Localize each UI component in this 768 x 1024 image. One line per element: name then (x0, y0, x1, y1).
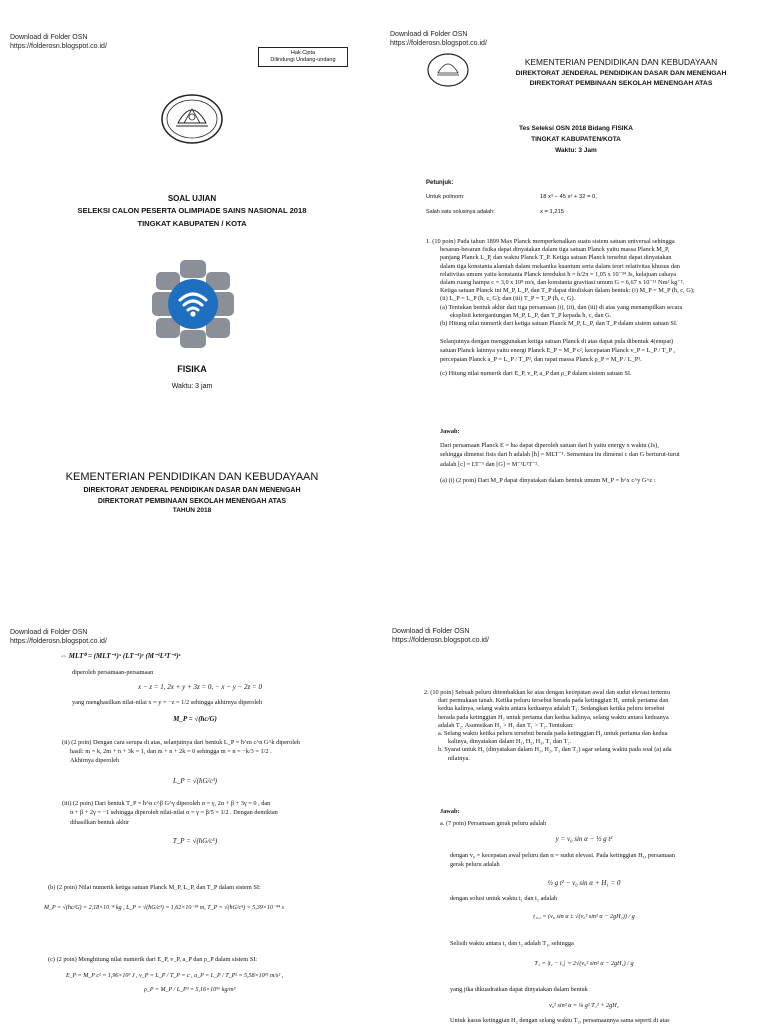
download-url[interactable]: https://folderosn.blogspot.co.id/ (10, 638, 107, 645)
q1-line: panjang Planck L_P, dan waktu Planck T_P. Ketiga satuan Planck tersebut dapat dinyatakan (440, 254, 672, 262)
jawab-line: sehingga dimensi fisis dari ħ adalah [ħ] = MLT⁻¹. Sementara itu dimensi c dan G berturut-turut (440, 451, 680, 459)
equation-v0: v₀² sin² α = ⅛ g² T₁² + 2gH₁ (549, 1002, 619, 1009)
download-header (390, 30, 487, 48)
copyright-box (258, 47, 348, 67)
part-ii (62, 738, 362, 766)
page-questions-2 (384, 512, 768, 1024)
part-c-equation-1: E_P = M_P c² = 1,96×10⁹ J , v_P = L_P / T_P = c , a_P = L_P / T_P² = 5,58×10⁵¹ m/s² , (66, 973, 284, 979)
q1b-line: percepatan Planck a_P = L_P / T_P², dan rapat massa Planck ρ_P = M_P / L_P³. (440, 356, 642, 364)
question-1 (426, 238, 756, 328)
dirjen-title: DIREKTORAT JENDERAL PENDIDIKAN DASAR DAN MENENGAH (83, 487, 301, 494)
page-questions-1 (384, 0, 768, 512)
q2-line: dari permukaan tanah. Ketika peluru tersebut berada pada ketinggian H₁ untuk pertama dan (438, 697, 669, 705)
part-b-equation: M_P = √(ħc/G) = 2,18×10⁻⁸ kg , L_P = √(ħG/c³) = 1,62×10⁻³⁵ m, T_P = √(ħG/c⁵) = 5,39×10⁻⁴⁴ s (44, 905, 284, 911)
tut-wuri-emblem (160, 93, 224, 145)
q1b-line: (c) Hitung nilai numerik dari E_P, v_P, a_P dan ρ_P dalam sistem satuan SI. (440, 369, 632, 377)
text-dengan (450, 851, 756, 870)
part-a-text: a. (7 poin) Persamaan gerak peluru adalah (440, 820, 547, 827)
equation-mp: M_P = √(ħc/G) (173, 715, 217, 723)
tingkat-title: TINGKAT KABUPATEN/KOTA (531, 136, 621, 143)
part-c-text: (c) (2 poin) Menghitung nilai numerik dari E_P, v_P, a_P dan ρ_P dalam sistem SI: (48, 956, 258, 963)
petunjuk-solusi-label: Salah satu solusinya adalah: (426, 209, 495, 215)
soal-title: SOAL UJIAN (167, 194, 217, 203)
question-1-continued (440, 337, 756, 378)
equation-dimension: ⇔ MLT⁰ = (MLT⁻¹)ˣ (LT⁻¹)ʸ (M⁻¹L³T⁻²)ᶻ (60, 652, 181, 660)
tahun-label: TAHUN 2018 (172, 507, 212, 512)
tes-title: Tes Seleksi OSN 2018 Bidang FISIKA (518, 125, 634, 132)
q2-line: 2. (10 poin) Sebuah peluru ditembakkan ke atas dengan kecepatan awal dan sudut elevasi tertentu (424, 689, 671, 696)
text-yang: yang menghasilkan nilai-nilai x = y = −z = 1/2 sehingga akhirnya diperoleh (72, 699, 263, 706)
download-label: Download di Folder OSN (392, 628, 470, 635)
q1-line: dalam tiga konstanta alamiah dalam mekanika kuantum serta dalam teori relativitas khusus dan (440, 262, 680, 270)
text-solusi: dengan solusi untuk waktu t₁ dan t₂ adalah (450, 895, 558, 902)
subject-title: FISIKA (177, 364, 207, 374)
part-b-text: (b) (2 poin) Nilai numerik ketiga satuan Planck M_P, L_P, dan T_P dalam sistem SI: (48, 884, 261, 891)
download-label: Download di Folder OSN (10, 629, 88, 636)
ministry-title: KEMENTERIAN PENDIDIKAN DAN KEBUDAYAAN (524, 57, 718, 67)
dirjen-title: DIREKTORAT JENDERAL PENDIDIKAN DASAR DAN MENENGAH (515, 70, 727, 77)
dengan-line: gerak peluru adalah (450, 861, 500, 869)
download-label: Download di Folder OSN (390, 31, 468, 38)
equation-T1: T₁ = |t₁ − t₂| = 2√(v₀² sin² α − 2gH₁) / g (534, 960, 634, 967)
equation-y: y = v₀ sin α − ½ g t² (555, 835, 613, 843)
waktu-label: Waktu: 3 Jam (555, 147, 597, 154)
iii-line: dihasilkan bentuk akhir (70, 818, 130, 826)
equation-tp: T_P = √(ħG/c⁵) (172, 837, 218, 845)
ministry-title: KEMENTERIAN PENDIDIKAN DAN KEBUDAYAAN (65, 471, 319, 483)
q1-line: eksplisit ketergantungan M_P, L_P, dan T_P kepada ħ, c, dan G. (450, 311, 612, 319)
equation-t12: t₁,₂ = (v₀ sin α ± √(v₀² sin² α − 2gH₁)) / g (533, 913, 635, 920)
q1-line: besaran-besaran fisika dapat dinyatakan dalam tiga satuan Planck yaitu massa Planck M_P, (440, 246, 670, 254)
text-last: Untuk kasus ketinggian H₂ dengan selang waktu T₂, persamaannya sama seperti di atas (450, 1017, 670, 1024)
q1-line: Ketiga satuan Planck ini M_P, L_P, dan T_P dapat dituliskan dalam bentuk: (i) M_P = M_P (ħ, c, G); (440, 287, 695, 295)
download-url[interactable]: https://folderosn.blogspot.co.id/ (10, 43, 107, 50)
question-2 (424, 689, 758, 763)
iii-line: α + β + 2γ = −1 sehingga diperoleh nilai-nilai α = γ = β/5 = 1/2 . Dengan demikian (70, 809, 278, 817)
download-url[interactable]: https://folderosn.blogspot.co.id/ (390, 40, 487, 47)
page-answers-1 (0, 512, 384, 1024)
download-header (10, 33, 107, 51)
text-diperoleh: diperoleh persamaan-persamaan (72, 669, 154, 676)
copyright-line: Hak Cipta (290, 50, 316, 56)
jawab-label: Jawab: (440, 428, 460, 435)
download-header (10, 628, 107, 646)
petunjuk-polinom-label: Untuk polinom: (426, 194, 465, 200)
osn-logo (150, 258, 236, 350)
download-header (392, 627, 489, 645)
q2-line: kedua kalinya, selang waktu antara keduanya adalah T₁. Sedangkan ketika peluru tersebut (438, 705, 665, 713)
part-c-equation-2: ρ_P = M_P / L_P³ = 5,16×10⁹⁶ kg/m³ (144, 987, 236, 993)
petunjuk-polinom-value: 18 x³ − 45 x² + 32 = 0, (540, 194, 597, 200)
jawab-text (440, 441, 756, 485)
jawab-line: (a) (i) (2 poin) Dari M_P dapat dinyatakan dalam bentuk umum M_P = ħ^x c^y G^z : (440, 476, 656, 484)
tut-wuri-emblem-small (426, 52, 470, 88)
q2-line: a. Selang waktu ketika peluru tersebut berada pada ketinggian H₃ untuk pertama dan kedua (438, 730, 668, 738)
tingkat-title: TINGKAT KABUPATEN / KOTA (137, 219, 247, 228)
ii-line: Akhirnya diperoleh (70, 757, 120, 765)
dir-title: DIREKTORAT PEMBINAAN SEKOLAH MENENGAH ATAS (97, 498, 287, 505)
jawab-line: Dari persamaan Planck E = ħω dapat diperoleh satuan dari ħ yaitu energy x waktu (Js), (440, 442, 659, 449)
petunjuk-label: Petunjuk: (426, 180, 454, 186)
q2-line: adalah T₂. Asumsikan H₂ > H₁ dan T₁ > T₂. Tentukan: (438, 721, 574, 729)
petunjuk-solusi-value: x = 1,215 (540, 209, 565, 215)
download-url[interactable]: https://folderosn.blogspot.co.id/ (392, 637, 489, 644)
seleksi-title: SELEKSI CALON PESERTA OLIMPIADE SAINS NASIONAL 2018 (77, 206, 307, 215)
jawab-line: adalah [c] = LT⁻¹ dan [G] = M⁻¹L³T⁻². (440, 460, 539, 468)
copyright-line: Dilindungi Undang-undang (270, 57, 336, 63)
waktu-label: Waktu: 3 jam (171, 383, 213, 390)
q2-line: berada pada ketinggian H₂ untuk pertama dan kedua kalinya, selang waktu antara keduanya (438, 713, 669, 721)
download-label: Download di Folder OSN (10, 34, 88, 41)
q2-line: b. Syarat untuk H₃ (dinyatakan dalam H₁, H₂, T₁ dan T₂) agar selang waktu pada soal (a) ada (438, 746, 672, 754)
text-selisih: Selisih waktu antara t₁ dan t₂ adalah T₁, sehingga (450, 940, 574, 947)
dir-title: DIREKTORAT PEMBINAAN SEKOLAH MENENGAH ATAS (529, 80, 713, 87)
equation-system: x − z = 1, 2x + y + 3z = 0, − x − y − 2z = 0 (138, 683, 262, 691)
q1-line: 1. (10 poin) Pada tahun 1899 Max Planck memperkenalkan suatu sistem satuan universal sehingga (426, 238, 675, 245)
q1-line: (b) Hitung nilai numerik dari ketiga satuan Planck M_P, L_P, dan T_P dalam sistem satuan SI. (440, 320, 678, 328)
equation-h1: ½ g t² − v₀ sin α + H₁ = 0 (547, 879, 621, 887)
dengan-line: dengan v₀ = kecepatan awal peluru dan α = sudut elevasi. Pada ketinggian H₁, persamaan (450, 852, 675, 859)
q1-line: (a) Tentukan bentuk akhir dari tiga persamaan (i), (ii), dan (iii) di atas yang menampilkan secara (440, 303, 683, 311)
page-cover (0, 0, 384, 512)
text-kuadrat: yang jika dikuadratkan dapat dinyatakan dalam bentuk (450, 986, 588, 993)
equation-lp: L_P = √(ħG/c³) (173, 777, 217, 785)
jawab-label: Jawab: (440, 808, 460, 815)
q1-line: relativitas umum yaitu konstanta Planck tereduksi ħ = h/2π = 1,05 x 10⁻³⁴ Js, kelajuan cahaya (440, 270, 677, 278)
q1b-line: satuan Planck lainnya yaitu energi Planck E_P = M_P c², kecepatan Planck v_P = L_P / T_P , (440, 347, 676, 355)
q2-line: nilainya. (448, 754, 470, 762)
iii-line: (iii) (2 poin) Dari bentuk T_P = ħ^α c^β G^γ diperoleh α = γ, 2α + β + 3γ = 0 , dan (62, 800, 271, 807)
part-iii (62, 799, 362, 827)
ii-line: (ii) (2 poin) Dengan cara serupa di atas, selanjutnya dari bentuk L_P = ħ^m c^n G^k diperoleh (62, 739, 300, 746)
ii-line: hasil: m = k, 2m + n + 3k = 1, dan m + n + 2k = 0 sehingga m = n = −k/3 = 1/2 . (70, 748, 272, 756)
q1b-line: Selanjutnya dengan menggunakan ketiga satuan Planck di atas dapat pula dibentuk 4(empat) (440, 338, 674, 345)
q1-line: (ii) L_P = L_P (ħ, c, G); dan (iii) T_P = T_P (ħ, c, G). (440, 295, 576, 303)
q1-line: dalam ruang hampa c = 3,0 x 10⁸ m/s, dan konstanta gravitasi umum G = 6,67 x 10⁻¹¹ Nm² kg⁻². (440, 279, 685, 287)
q2-line: kalinya, dinyatakan dalam H₁, H₂, H₃, T₁ dan T₂. (448, 738, 572, 746)
